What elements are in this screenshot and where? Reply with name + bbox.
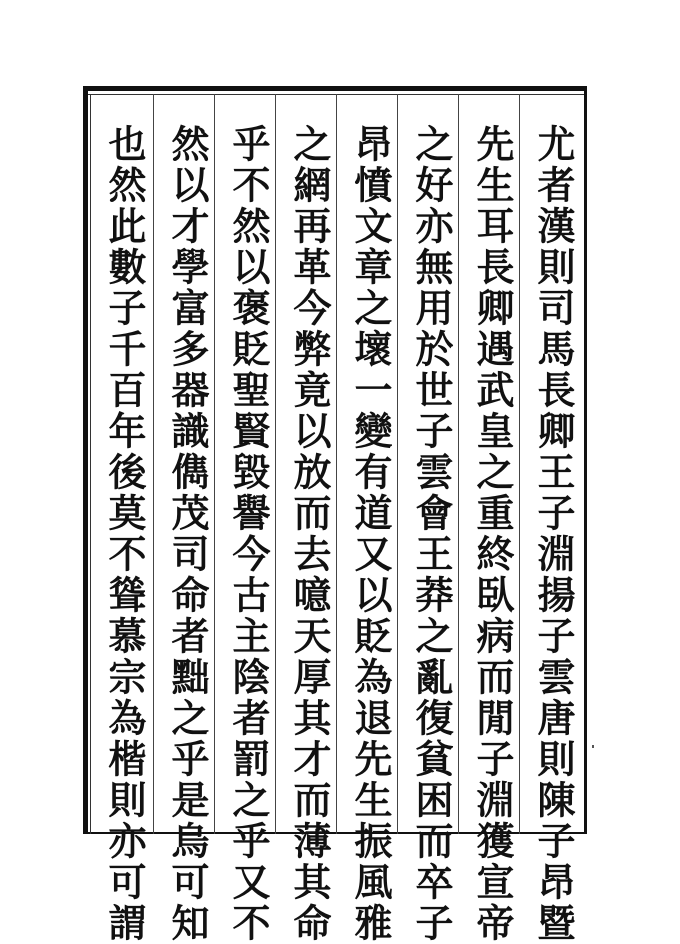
text-column-8 (97, 124, 151, 944)
column-text: 之好亦無用於世子雲會王莽之亂復貧困而卒子 (409, 124, 454, 944)
column-divider (153, 94, 154, 834)
column-text: 之網再革今弊竟以放而去噫天厚其才而薄其命 (287, 124, 332, 944)
left-border-rule (83, 86, 88, 834)
column-divider (275, 94, 276, 834)
top-border-rule (83, 86, 586, 91)
text-column-4 (343, 124, 397, 944)
column-divider (519, 94, 520, 834)
column-text: 也然此數子千百年後莫不聳慕宗為楷則亦可謂 (102, 124, 147, 944)
column-divider (397, 94, 398, 834)
column-divider (336, 94, 337, 834)
column-text: 乎不然以褒貶聖賢毀譽今古主陰者罰之乎又不 (226, 124, 271, 944)
text-column-6 (221, 124, 275, 944)
right-border-rule (584, 86, 587, 834)
column-text: 先生耳長卿遇武皇之重終臥病而閒子淵獲宣帝 (470, 124, 515, 944)
left-inner-rule (90, 94, 91, 834)
text-column-2 (465, 124, 519, 944)
text-column-7 (160, 124, 214, 944)
column-text: 昂憤文章之壞一變有道又以貶為退先生振風雅 (348, 124, 393, 944)
column-text: 然以才學富多器識儁茂司命者黜之乎是烏可知 (165, 124, 210, 944)
column-divider (214, 94, 215, 834)
text-column-3 (404, 124, 458, 944)
text-column-1 (526, 124, 580, 944)
top-inner-rule (83, 94, 586, 95)
ink-speck (592, 745, 594, 748)
column-text: 尤者漢則司馬長卿王子淵揚子雲唐則陳子昂暨 (531, 124, 576, 944)
text-column-5 (282, 124, 336, 944)
column-divider (458, 94, 459, 834)
